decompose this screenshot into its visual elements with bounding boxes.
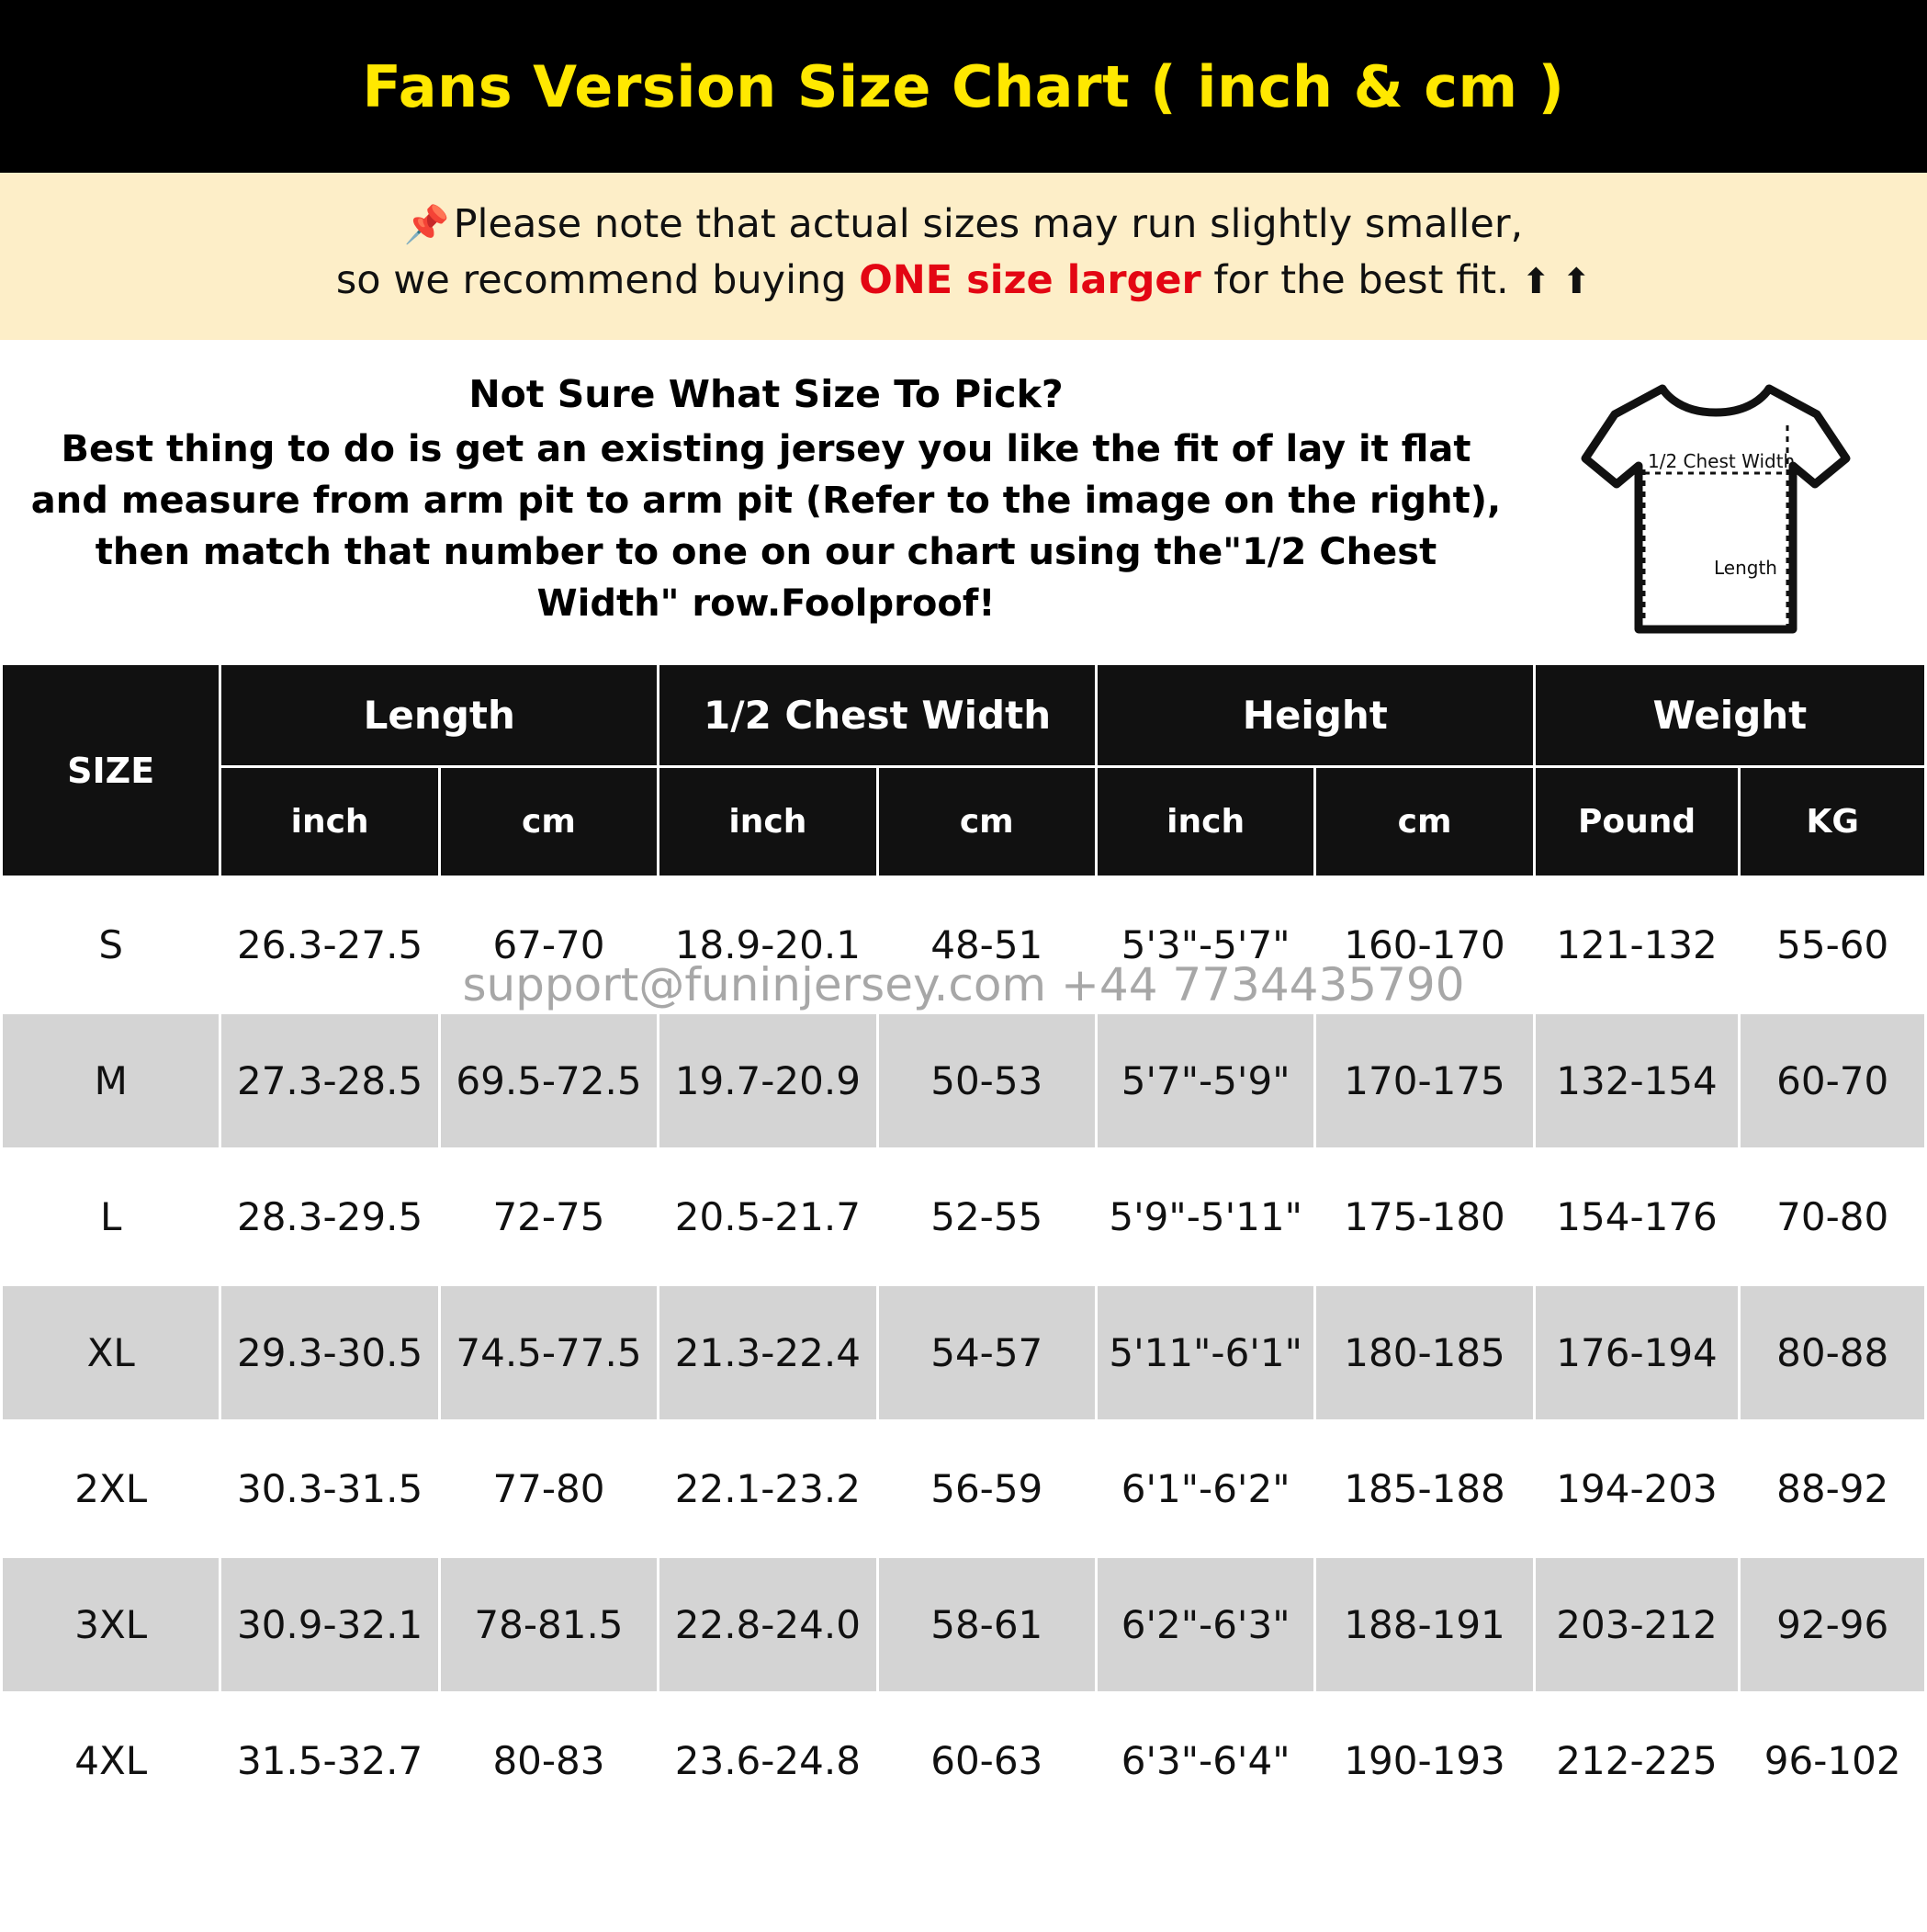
info-body-line-3: then match that number to one on our chart using the"1/2 Chest xyxy=(95,531,1437,574)
cell-length-cm: 80-83 xyxy=(439,1693,658,1829)
cell-size: 3XL xyxy=(2,1557,220,1693)
cell-weight-pound: 176-194 xyxy=(1534,1285,1740,1421)
cell-weight-kg: 80-88 xyxy=(1740,1285,1926,1421)
cell-weight-pound: 194-203 xyxy=(1534,1421,1740,1557)
cell-length-inch: 27.3-28.5 xyxy=(220,1013,439,1149)
header-unit-height-cm: cm xyxy=(1315,767,1534,877)
table-row xyxy=(2,877,1926,1013)
cell-weight-kg: 92-96 xyxy=(1740,1557,1926,1693)
note-line-2 xyxy=(37,253,1890,309)
info-heading: Not Sure What Size To Pick? xyxy=(468,372,1064,417)
note-line-1 xyxy=(37,197,1890,253)
cell-chest-cm: 60-63 xyxy=(877,1693,1096,1829)
header-size: SIZE xyxy=(2,664,220,877)
cell-size: M xyxy=(2,1013,220,1149)
cell-height-inch: 6'1"-6'2" xyxy=(1096,1421,1314,1557)
cell-length-inch: 29.3-30.5 xyxy=(220,1285,439,1421)
cell-height-inch: 5'9"-5'11" xyxy=(1096,1149,1314,1285)
header-unit-chest-cm: cm xyxy=(877,767,1096,877)
note-highlight: ONE size larger xyxy=(859,257,1201,304)
cell-chest-inch: 19.7-20.9 xyxy=(659,1013,877,1149)
note-text-2a: so we recommend buying xyxy=(335,257,860,304)
header-group-length: Length xyxy=(220,664,659,767)
cell-chest-cm: 52-55 xyxy=(877,1149,1096,1285)
cell-height-inch: 5'7"-5'9" xyxy=(1096,1013,1314,1149)
cell-height-inch: 5'11"-6'1" xyxy=(1096,1285,1314,1421)
table-header-unit-row xyxy=(2,767,1926,877)
note-text-2b: for the best fit. xyxy=(1200,257,1522,304)
cell-weight-pound: 212-225 xyxy=(1534,1693,1740,1829)
info-body-line-4: Width" row.Foolproof! xyxy=(536,582,996,626)
cell-chest-inch: 18.9-20.1 xyxy=(659,877,877,1013)
tshirt-diagram xyxy=(1523,363,1909,646)
header-unit-chest-inch: inch xyxy=(659,767,877,877)
contact-watermark: support@funinjersey.com +44 7734435790 xyxy=(462,958,1465,1012)
cell-height-cm: 180-185 xyxy=(1315,1285,1534,1421)
cell-length-cm: 74.5-77.5 xyxy=(439,1285,658,1421)
cell-weight-kg: 88-92 xyxy=(1740,1421,1926,1557)
table-row xyxy=(2,1421,1926,1557)
cell-weight-kg: 70-80 xyxy=(1740,1149,1926,1285)
cell-height-inch: 6'3"-6'4" xyxy=(1096,1693,1314,1829)
cell-chest-inch: 21.3-22.4 xyxy=(659,1285,877,1421)
cell-chest-cm: 58-61 xyxy=(877,1557,1096,1693)
size-table xyxy=(0,662,1927,1830)
cell-size: 2XL xyxy=(2,1421,220,1557)
cell-chest-inch: 22.1-23.2 xyxy=(659,1421,877,1557)
header-unit-length-inch: inch xyxy=(220,767,439,877)
tshirt-length-label: Length xyxy=(1714,557,1777,580)
cell-length-cm: 72-75 xyxy=(439,1149,658,1285)
cell-length-cm: 69.5-72.5 xyxy=(439,1013,658,1149)
table-header-group-row xyxy=(2,664,1926,767)
cell-length-inch: 31.5-32.7 xyxy=(220,1693,439,1829)
cell-height-cm: 190-193 xyxy=(1315,1693,1534,1829)
header-group-height: Height xyxy=(1096,664,1534,767)
info-text-block xyxy=(18,363,1514,629)
cell-height-inch: 6'2"-6'3" xyxy=(1096,1557,1314,1693)
cell-size: S xyxy=(2,877,220,1013)
info-body-line-1: Best thing to do is get an existing jersey you like the fit of lay it flat xyxy=(61,428,1471,471)
cell-height-cm: 185-188 xyxy=(1315,1421,1534,1557)
cell-weight-kg: 96-102 xyxy=(1740,1693,1926,1829)
cell-height-cm: 170-175 xyxy=(1315,1013,1534,1149)
cell-length-inch: 28.3-29.5 xyxy=(220,1149,439,1285)
header-group-chest-width: 1/2 Chest Width xyxy=(659,664,1097,767)
cell-height-cm: 188-191 xyxy=(1315,1557,1534,1693)
pin-icon: 📌 xyxy=(403,204,450,246)
header-unit-weight-pound: Pound xyxy=(1534,767,1740,877)
size-table-wrap xyxy=(0,662,1927,1830)
cell-weight-pound: 154-176 xyxy=(1534,1149,1740,1285)
cell-length-inch: 26.3-27.5 xyxy=(220,877,439,1013)
cell-chest-cm: 48-51 xyxy=(877,877,1096,1013)
cell-size: 4XL xyxy=(2,1693,220,1829)
table-row xyxy=(2,1693,1926,1829)
cell-weight-pound: 121-132 xyxy=(1534,877,1740,1013)
cell-height-inch: 5'3"-5'7" xyxy=(1096,877,1314,1013)
cell-size: XL xyxy=(2,1285,220,1421)
info-body-line-2: and measure from arm pit to arm pit (Refer to the image on the right), xyxy=(30,480,1502,523)
cell-weight-kg: 60-70 xyxy=(1740,1013,1926,1149)
tshirt-chest-label: 1/2 Chest Width xyxy=(1648,450,1796,473)
header-bar xyxy=(0,0,1927,173)
cell-size: L xyxy=(2,1149,220,1285)
cell-height-cm: 160-170 xyxy=(1315,877,1534,1013)
cell-chest-cm: 54-57 xyxy=(877,1285,1096,1421)
cell-length-inch: 30.3-31.5 xyxy=(220,1421,439,1557)
cell-length-inch: 30.9-32.1 xyxy=(220,1557,439,1693)
cell-length-cm: 78-81.5 xyxy=(439,1557,658,1693)
arrow-up-icon: ⬆ ⬆ xyxy=(1521,261,1592,302)
header-unit-height-inch: inch xyxy=(1096,767,1314,877)
header-unit-length-cm: cm xyxy=(439,767,658,877)
table-row xyxy=(2,1149,1926,1285)
note-text-1: Please note that actual sizes may run slightly smaller, xyxy=(453,201,1524,247)
cell-chest-inch: 22.8-24.0 xyxy=(659,1557,877,1693)
cell-length-cm: 67-70 xyxy=(439,877,658,1013)
cell-length-cm: 77-80 xyxy=(439,1421,658,1557)
cell-chest-inch: 23.6-24.8 xyxy=(659,1693,877,1829)
cell-chest-cm: 50-53 xyxy=(877,1013,1096,1149)
cell-height-cm: 175-180 xyxy=(1315,1149,1534,1285)
table-row xyxy=(2,1557,1926,1693)
info-section xyxy=(0,343,1927,662)
cell-chest-cm: 56-59 xyxy=(877,1421,1096,1557)
cell-weight-pound: 132-154 xyxy=(1534,1013,1740,1149)
note-band xyxy=(0,173,1927,343)
page-title: Fans Version Size Chart ( inch & cm ) xyxy=(362,52,1565,120)
tshirt-diagram-icon xyxy=(1560,370,1872,646)
cell-chest-inch: 20.5-21.7 xyxy=(659,1149,877,1285)
table-row xyxy=(2,1285,1926,1421)
header-group-weight: Weight xyxy=(1534,664,1925,767)
header-unit-weight-kg: KG xyxy=(1740,767,1926,877)
cell-weight-kg: 55-60 xyxy=(1740,877,1926,1013)
table-row xyxy=(2,1013,1926,1149)
cell-weight-pound: 203-212 xyxy=(1534,1557,1740,1693)
